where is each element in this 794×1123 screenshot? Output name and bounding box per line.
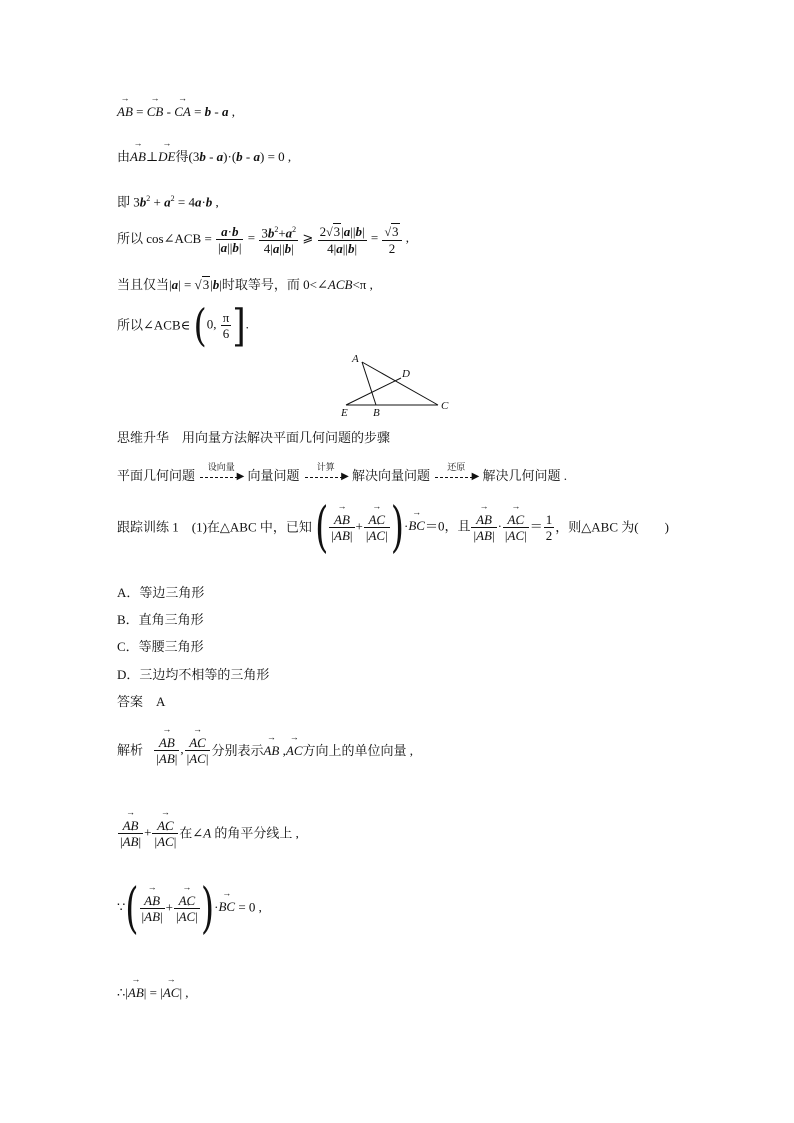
- solution-line-1: → AB = → CB - → CA = b - a ,: [117, 104, 235, 120]
- thinking-title: 思维升华: [117, 430, 170, 445]
- answer-value: A: [156, 694, 166, 709]
- steps-flow: [117, 462, 568, 485]
- step-2: 向量问题: [247, 468, 300, 483]
- solution-line-2: 由→ AB⊥→ DE得(3b - a)·(b - a) = 0 ,: [117, 149, 291, 165]
- step-arrow-1: 设向量 ▶: [198, 469, 244, 485]
- option-b[interactable]: B．直角三角形: [117, 612, 204, 627]
- thinking-text: 用向量方法解决平面几何问题的步骤: [182, 430, 391, 445]
- exercise-line: 跟踪训练 1 (1)在△ABC 中，已知 ( → $\frac{AB}{|\to AB|}$ + → $\frac{AC}{|\to AC|}$ )·→ BC＝0，且 → $\frac{AB}{|\to AB|}$ · → $\frac{AC}{|\to AC|}$ ＝ $\frac{1}{2}$ ，则△ABC 为( ): [117, 512, 669, 543]
- step-1: 平面几何问题: [117, 468, 196, 483]
- analysis-line-3: ∵( → $\frac{AB}{|\to AB|}$ + → $\frac{AC}{|\to AC|}$ )·→ BC = 0 ,: [117, 893, 262, 924]
- analysis-line-2: → $\frac{AB}{|\to AB|}$ + → $\frac{AC}{|\to AC|}$ 在∠A 的角平分线上 ,: [117, 818, 299, 849]
- solution-line-5: 当且仅当|a| = √3|b|时取等号，而 0<∠ACB<π ,: [117, 277, 373, 292]
- step-3: 解决向量问题: [352, 468, 431, 483]
- solution-line-6: 所以∠ACB∈ (0, $\frac{\pi}{6}$ ].: [117, 299, 249, 352]
- option-d[interactable]: D．三边均不相等的三角形: [117, 667, 270, 682]
- triangle-figure: [338, 350, 458, 420]
- label-a: A: [352, 353, 359, 365]
- label-c: C: [441, 400, 449, 412]
- label-b: B: [373, 407, 380, 419]
- label-e: E: [341, 407, 348, 419]
- analysis-line-4: ∴|→ AB| = |→ AC| ,: [117, 985, 189, 1001]
- analysis-line-1: 解析 → $\frac{AB}{|\to AB|}$ , → $\frac{AC}{|\to AC|}$ 分别表示→ AB ,→ AC方向上的单位向量 ,: [117, 735, 413, 766]
- option-c[interactable]: C．等腰三角形: [117, 639, 204, 654]
- segment-ed: [346, 378, 401, 405]
- label-d: D: [402, 368, 410, 380]
- step-4: 解决几何问题 .: [482, 468, 568, 483]
- analysis-label: 解析: [117, 742, 144, 758]
- answer-line: [117, 694, 165, 710]
- thinking-heading: [117, 430, 390, 446]
- solution-line-3: 即 $3b^2 + a^2 = 4a\cdot b$ ,: [117, 194, 219, 210]
- step-arrow-3: 还原 ▶: [433, 469, 479, 485]
- step-arrow-2: 计算 ▶: [303, 469, 349, 485]
- solution-line-4: 所以 cos∠ACB = $\frac{a\cdot b}{|a||b|}$ = $\frac{3b^2+a^2}{4|a||b|}$ ⩾ $\frac{2√3|a||b|}{4|a||b|}$ = $\frac{√3}{2}$ ,: [117, 223, 410, 257]
- option-a[interactable]: A．等边三角形: [117, 585, 205, 600]
- answer-label: 答案: [117, 694, 144, 709]
